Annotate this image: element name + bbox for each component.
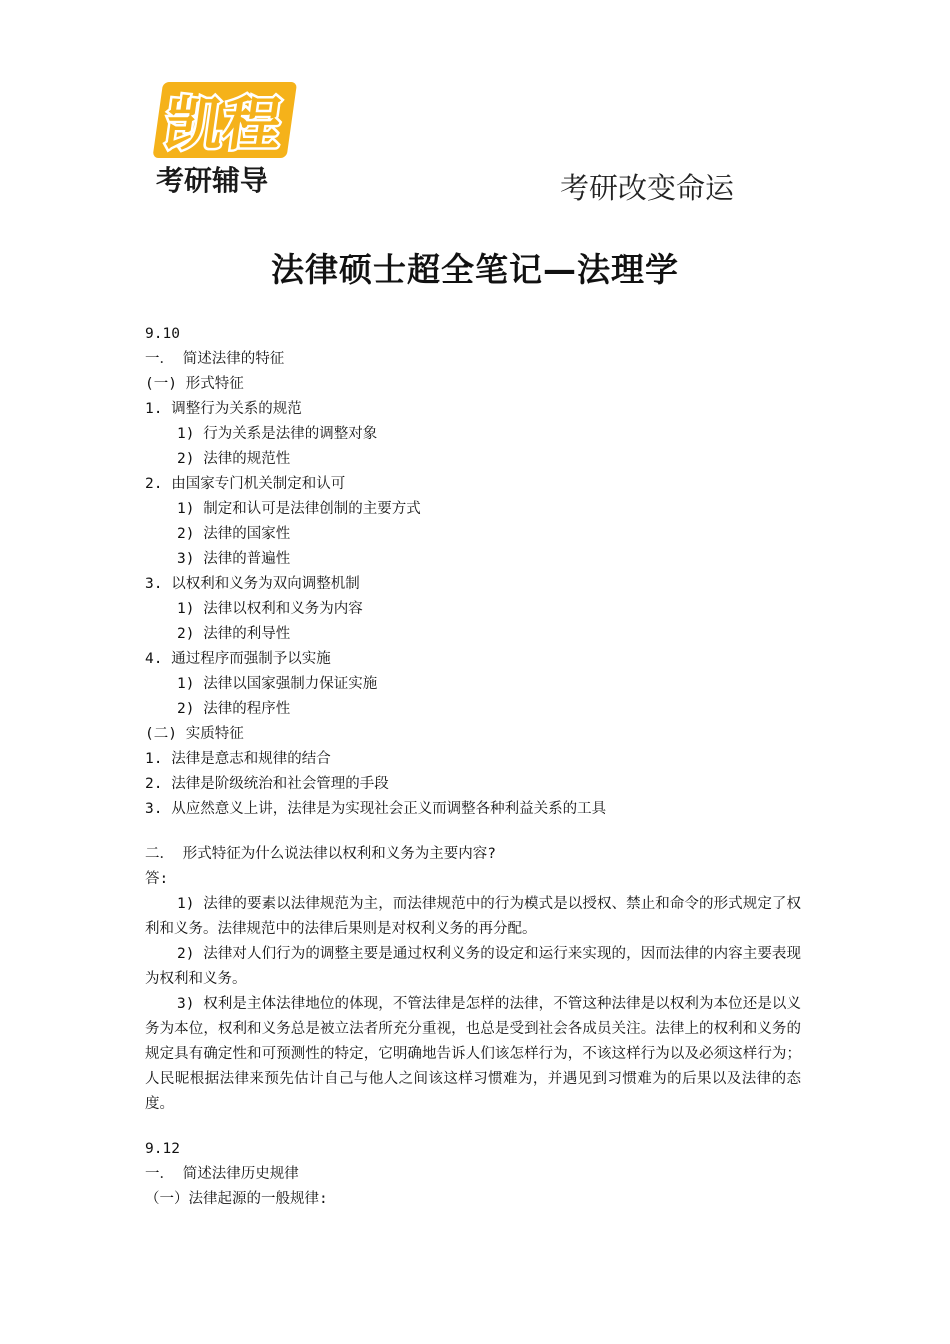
answer-paragraph: 2) 法律对人们行为的调整主要是通过权利义务的设定和运行来实现的，因而法律的内容主要表现为权利和义务。 bbox=[145, 946, 801, 987]
subsection-heading: (二) 实质特征 bbox=[145, 726, 244, 742]
sub-list-item: 1) 行为关系是法律的调整对象 bbox=[177, 426, 378, 442]
sub-list-item: 2) 法律的程序性 bbox=[177, 701, 291, 717]
document-body bbox=[145, 322, 801, 1212]
subsection-heading: （一）法律起源的一般规律: bbox=[145, 1191, 328, 1207]
answer-paragraph: 3) 权利是主体法律地位的体现，不管法律是怎样的法律，不管这种法律是以权利为本位还是以义务为本位，权利和义务总是被立法者所充分重视，也总是受到社会各成员关注。法律上的权利和义务的规定具有确定性和可预测性的特定，它明确地告诉人们该怎样行为，不该这样行为以及必须这样行为；人民昵根据法律来预先估计自己与他人之间该这样习惯难为，并遇见到习惯难为的后果以及法律的态度。 bbox=[145, 996, 801, 1112]
list-item: 2. 法律是阶级统治和社会管理的手段 bbox=[145, 776, 389, 792]
sub-list-item: 2) 法律的国家性 bbox=[177, 526, 291, 542]
spacer bbox=[145, 1117, 801, 1137]
section-heading: 一． 简述法律历史规律 bbox=[145, 1166, 299, 1182]
logo-subtitle: 考研辅导 bbox=[156, 164, 269, 197]
section-date: 9.10 bbox=[145, 326, 180, 342]
list-item: 4. 通过程序而强制予以实施 bbox=[145, 651, 331, 667]
sub-list-item: 1) 法律以权利和义务为内容 bbox=[177, 601, 363, 617]
slogan: 考研改变命运 bbox=[560, 171, 735, 205]
sub-list-item: 2) 法律的规范性 bbox=[177, 451, 291, 467]
sub-list-item: 1) 法律以国家强制力保证实施 bbox=[177, 676, 378, 692]
kaicheng-logo bbox=[150, 76, 310, 200]
sub-list-item: 2) 法律的利导性 bbox=[177, 626, 291, 642]
subsection-heading: (一) 形式特征 bbox=[145, 376, 244, 392]
list-item: 2. 由国家专门机关制定和认可 bbox=[145, 476, 346, 492]
logo-brand-text: 凯程 bbox=[160, 90, 286, 158]
section-heading: 一． 简述法律的特征 bbox=[145, 351, 285, 367]
section-date: 9.12 bbox=[145, 1141, 180, 1157]
logo-mark-icon bbox=[150, 76, 310, 200]
spacer bbox=[145, 822, 801, 842]
sub-list-item: 1) 制定和认可是法律创制的主要方式 bbox=[177, 501, 421, 517]
list-item: 1. 调整行为关系的规范 bbox=[145, 401, 302, 417]
list-item: 3. 以权利和义务为双向调整机制 bbox=[145, 576, 360, 592]
section-heading: 二． 形式特征为什么说法律以权利和义务为主要内容? bbox=[145, 846, 496, 862]
sub-list-item: 3) 法律的普遍性 bbox=[177, 551, 291, 567]
list-item: 3. 从应然意义上讲，法律是为实现社会正义而调整各种利益关系的工具 bbox=[145, 801, 607, 817]
answer-label: 答: bbox=[145, 871, 169, 887]
answer-paragraph: 1) 法律的要素以法律规范为主，而法律规范中的行为模式是以授权、禁止和命令的形式规定了权利和义务。法律规范中的法律后果则是对权利义务的再分配。 bbox=[145, 896, 801, 937]
document-title: 法律硕士超全笔记—法理学 bbox=[271, 250, 679, 289]
list-item: 1. 法律是意志和规律的结合 bbox=[145, 751, 331, 767]
